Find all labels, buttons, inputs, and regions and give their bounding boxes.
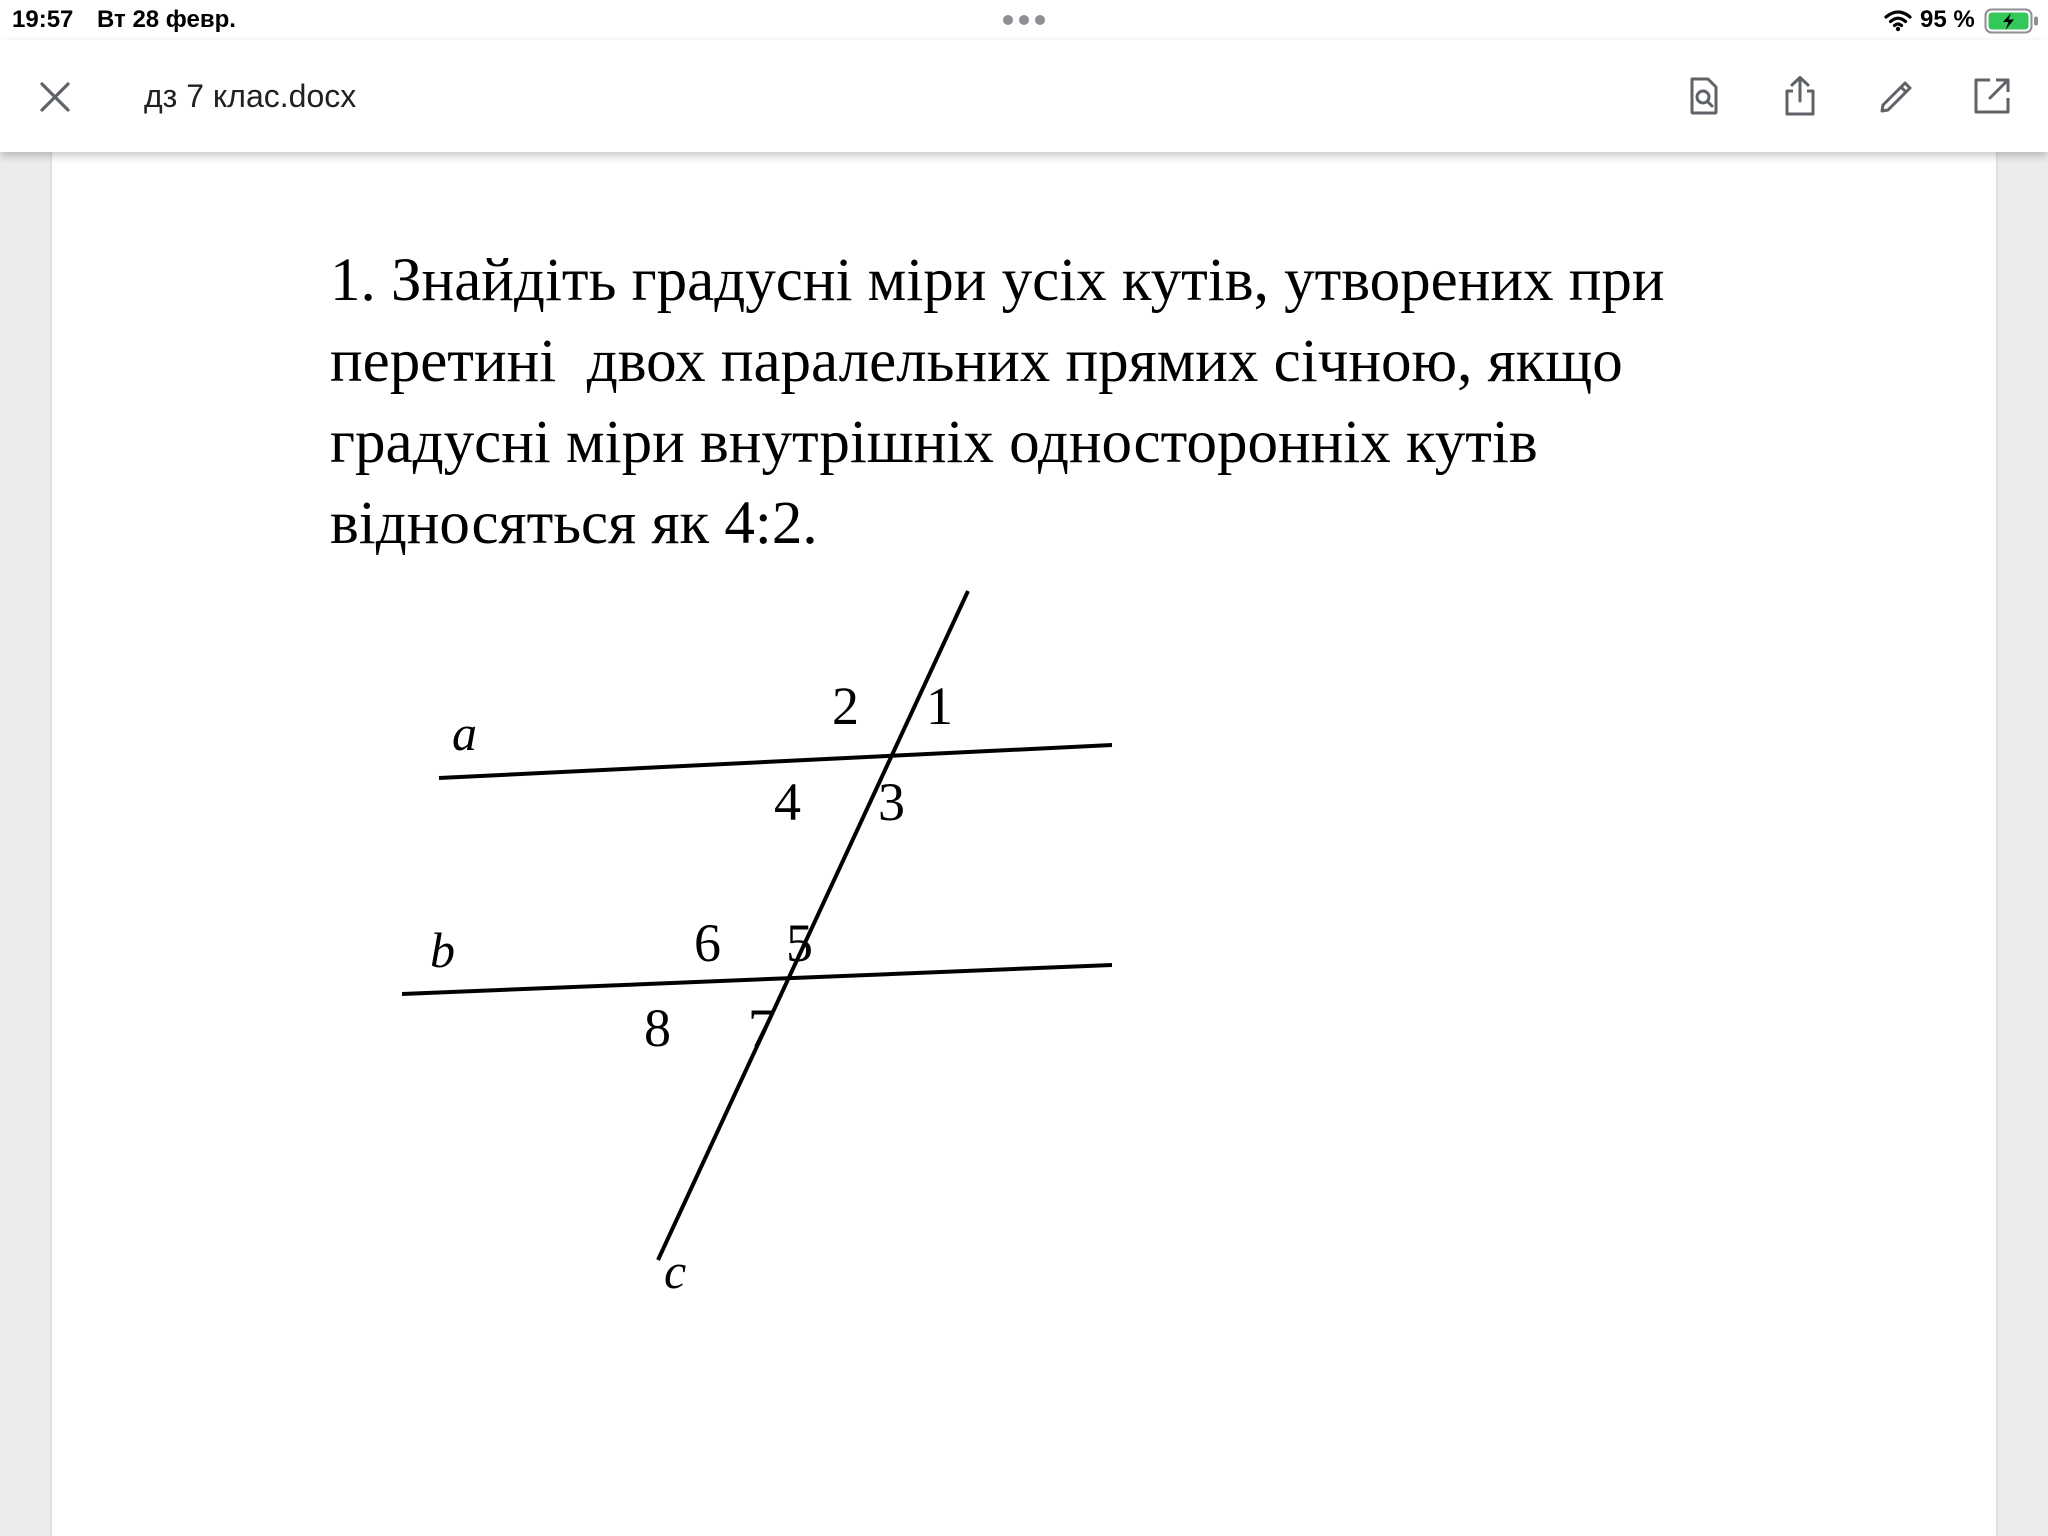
battery-percent: 95 %	[1920, 6, 1975, 33]
find-in-page-icon	[1682, 74, 1726, 118]
open-external-icon	[1970, 74, 2014, 118]
share-button[interactable]	[1772, 68, 1828, 124]
status-date: Вт 28 февр.	[97, 6, 236, 33]
angle-label-8: 8	[644, 998, 671, 1058]
multitasking-dots-icon[interactable]	[1002, 14, 1046, 26]
line-a-label: a	[452, 705, 477, 761]
status-time: 19:57	[12, 6, 74, 33]
wifi-icon	[1884, 8, 1912, 32]
document-title: дз 7 клас.docx	[144, 78, 357, 114]
open-external-button[interactable]	[1964, 68, 2020, 124]
parallel-lines-diagram	[330, 580, 1150, 1300]
line-b-label: b	[430, 922, 455, 978]
status-bar	[0, 0, 2048, 40]
problem-statement	[330, 240, 1850, 564]
angle-label-6: 6	[694, 913, 721, 973]
angle-label-7: 7	[748, 998, 775, 1058]
edit-icon	[1874, 74, 1918, 118]
angle-label-5: 5	[786, 913, 813, 973]
find-in-page-button[interactable]	[1676, 68, 1732, 124]
angle-label-3: 3	[878, 772, 905, 832]
battery-charging-icon	[1984, 8, 2040, 34]
document-page[interactable]	[52, 152, 1996, 1536]
angle-label-4: 4	[774, 772, 801, 832]
problem-line: перетині двох паралельних прямих січною, якщо	[330, 328, 1623, 395]
problem-line: 1. Знайдіть градусні міри усіх кутів, утворених при	[330, 247, 1665, 314]
problem-line: відносяться як 4:2.	[330, 490, 818, 557]
line-b	[402, 965, 1112, 994]
angle-label-2: 2	[832, 676, 859, 736]
document-toolbar	[0, 40, 2048, 152]
edit-button[interactable]	[1868, 68, 1924, 124]
angle-label-1: 1	[926, 676, 953, 736]
close-button[interactable]	[30, 72, 80, 122]
share-icon	[1778, 74, 1822, 118]
transversal-c-label: c	[664, 1243, 687, 1299]
problem-line: градусні міри внутрішніх односторонніх кутів	[330, 409, 1538, 476]
close-icon	[38, 80, 72, 114]
